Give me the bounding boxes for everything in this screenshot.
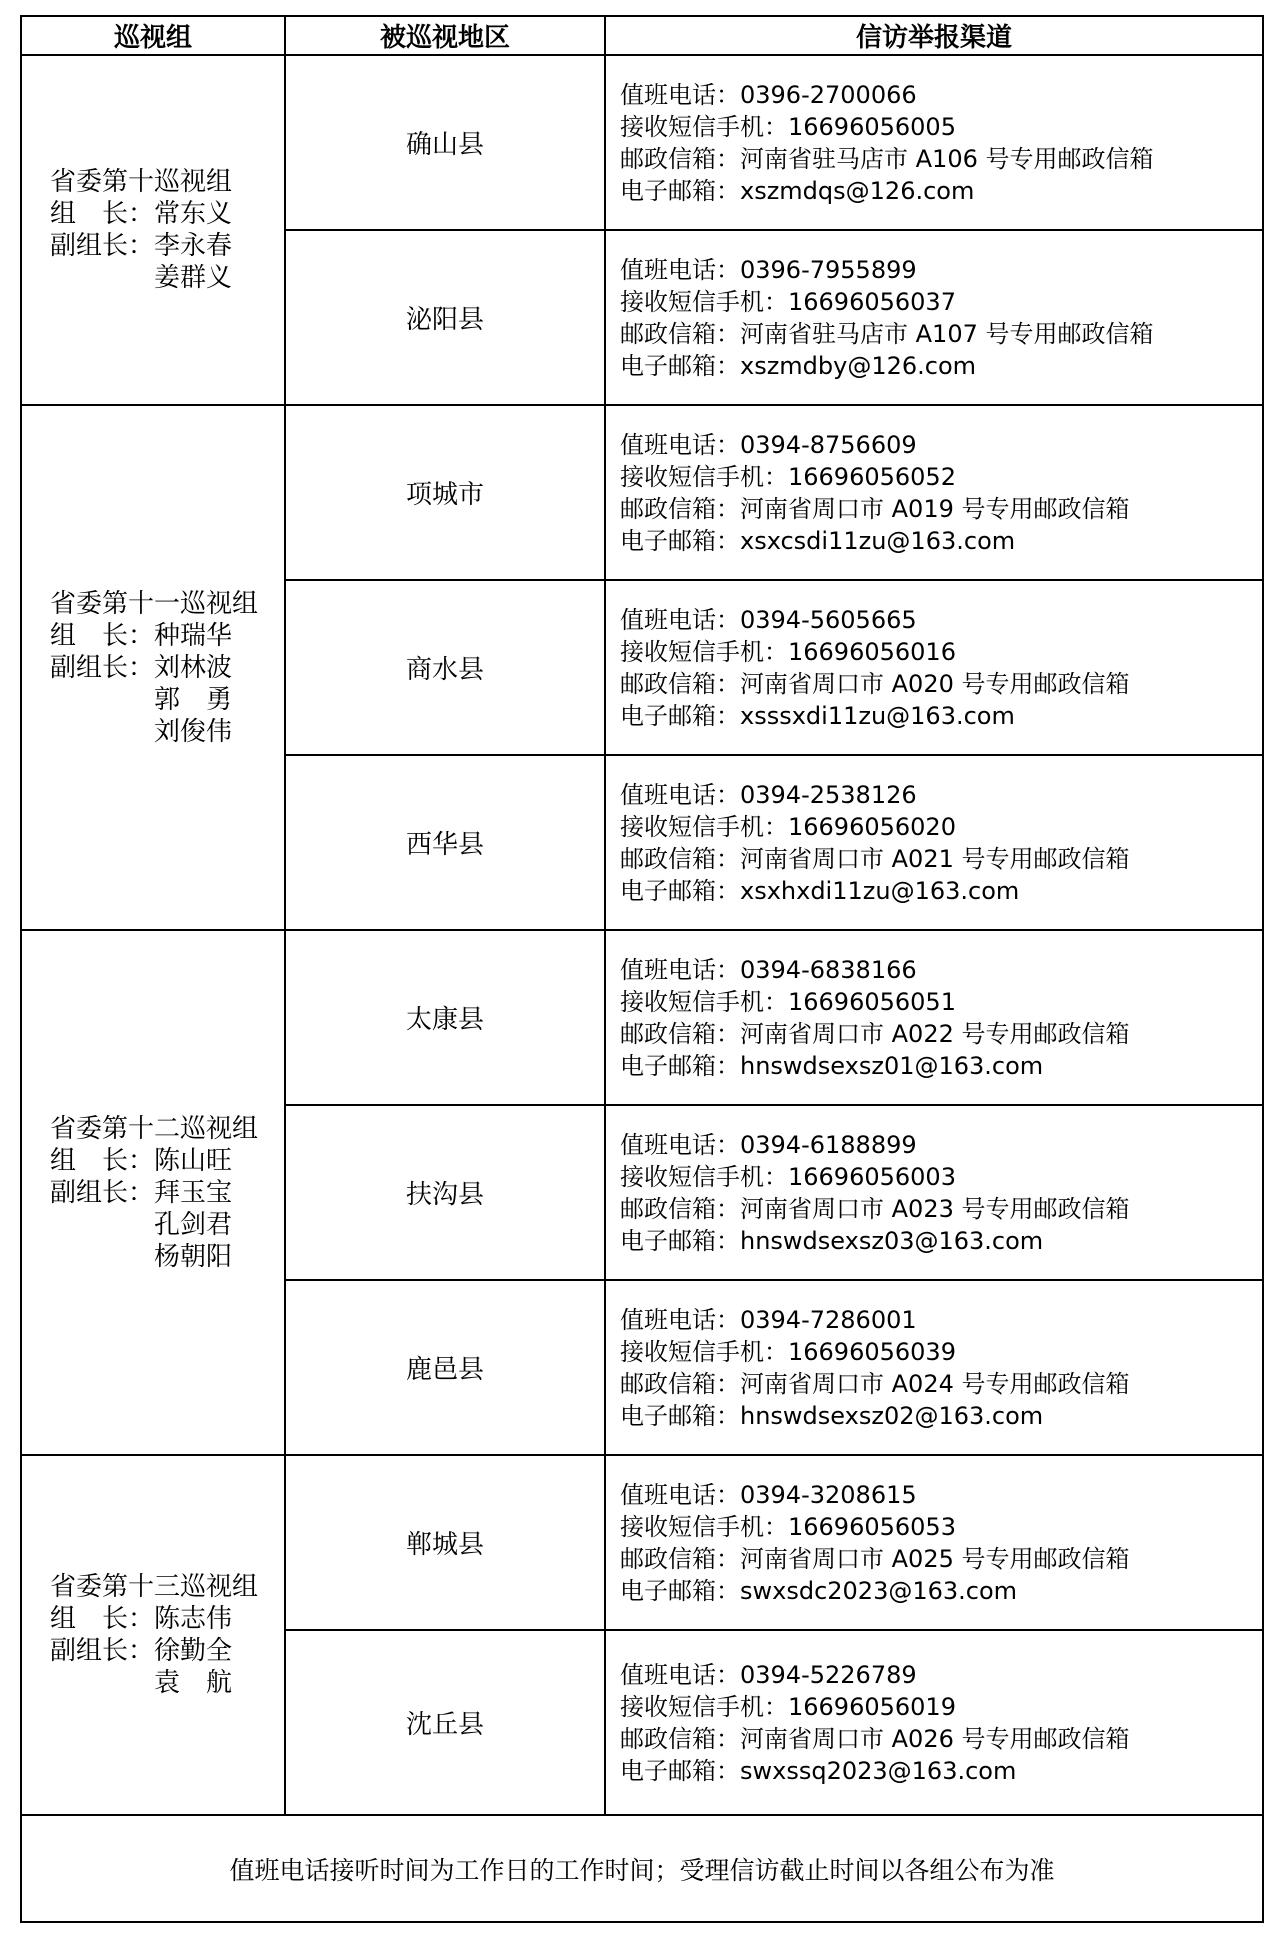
region-name: 确山县 [285,55,605,230]
postal-box: 邮政信箱：河南省周口市 A024 号专用邮政信箱 [620,1369,1130,1398]
sms-phone: 接收短信手机：16696056053 [620,1512,956,1541]
postal-box: 邮政信箱：河南省周口市 A022 号专用邮政信箱 [620,1019,1130,1048]
group-deputy: 副组长：刘林波 [50,652,233,683]
email-address: 电子邮箱：hnswdsexsz03@163.com [620,1226,1044,1255]
contact-cell [605,405,1263,580]
region-name: 项城市 [285,405,605,580]
contact-cell [605,55,1263,230]
header-channel: 信访举报渠道 [605,16,1263,55]
sms-phone: 接收短信手机：16696056005 [620,112,956,141]
header-group: 巡视组 [21,16,285,55]
group-cell [21,1455,285,1815]
group-deputy-extra: 郭 勇 [50,684,233,715]
duty-phone: 值班电话：0394-6188899 [620,1130,917,1159]
sms-phone: 接收短信手机：16696056003 [620,1162,956,1191]
group-name: 省委第十巡视组 [50,167,233,197]
header-row [21,16,1263,55]
region-name: 商水县 [285,580,605,755]
duty-phone: 值班电话：0396-2700066 [620,80,917,109]
contact-cell [605,230,1263,405]
group-name: 省委第十三巡视组 [50,1572,259,1602]
email-address: 电子邮箱：hnswdsexsz01@163.com [620,1051,1044,1080]
footer-row [21,1815,1263,1922]
region-name: 扶沟县 [285,1105,605,1280]
email-address: 电子邮箱：xszmdqs@126.com [620,176,975,205]
region-name: 沈丘县 [285,1630,605,1815]
group-name: 省委第十一巡视组 [50,588,259,619]
region-name: 郸城县 [285,1455,605,1630]
postal-box: 邮政信箱：河南省驻马店市 A106 号专用邮政信箱 [620,144,1154,173]
inspection-contact-table-page [20,15,1262,1938]
contact-cell [605,580,1263,755]
email-address: 电子邮箱：xszmdby@126.com [620,351,977,380]
group-deputy: 副组长：拜玉宝 [50,1177,233,1208]
contact-cell [605,930,1263,1105]
sms-phone: 接收短信手机：16696056019 [620,1692,956,1721]
duty-phone: 值班电话：0394-5226789 [620,1660,917,1689]
group-leader: 组 长：常东义 [50,199,233,229]
email-address: 电子邮箱：swxsdc2023@163.com [620,1576,1018,1605]
sms-phone: 接收短信手机：16696056037 [620,287,956,316]
email-address: 电子邮箱：xsxhxdi11zu@163.com [620,876,1020,905]
group-deputy: 副组长：李永春 [50,231,233,261]
postal-box: 邮政信箱：河南省周口市 A026 号专用邮政信箱 [620,1724,1130,1753]
contact-cell [605,1630,1263,1815]
group-leader: 组 长：种瑞华 [50,620,233,651]
email-address: 电子邮箱：hnswdsexsz02@163.com [620,1401,1044,1430]
header-region: 被巡视地区 [285,16,605,55]
region-name: 太康县 [285,930,605,1105]
group-leader: 组 长：陈志伟 [50,1604,233,1634]
region-name: 鹿邑县 [285,1280,605,1455]
sms-phone: 接收短信手机：16696056039 [620,1337,956,1366]
postal-box: 邮政信箱：河南省周口市 A021 号专用邮政信箱 [620,844,1130,873]
postal-box: 邮政信箱：河南省周口市 A019 号专用邮政信箱 [620,494,1130,523]
duty-phone: 值班电话：0394-6838166 [620,955,917,984]
sms-phone: 接收短信手机：16696056051 [620,987,956,1016]
email-address: 电子邮箱：swxssq2023@163.com [620,1756,1017,1785]
duty-phone: 值班电话：0394-3208615 [620,1480,917,1509]
contact-cell [605,1105,1263,1280]
email-address: 电子邮箱：xsxcsdi11zu@163.com [620,526,1016,555]
table-row [21,405,1263,580]
group-name: 省委第十二巡视组 [50,1113,259,1144]
footer-note: 值班电话接听时间为工作日的工作时间；受理信访截止时间以各组公布为准 [21,1815,1263,1922]
inspection-contact-table [20,15,1264,1923]
table-row [21,55,1263,230]
group-deputy-extra: 杨朝阳 [50,1241,233,1272]
sms-phone: 接收短信手机：16696056052 [620,462,956,491]
contact-cell [605,755,1263,930]
region-name: 泌阳县 [285,230,605,405]
duty-phone: 值班电话：0394-2538126 [620,780,917,809]
group-deputy-extra: 刘俊伟 [50,716,233,747]
table-row [21,1455,1263,1630]
postal-box: 邮政信箱：河南省周口市 A023 号专用邮政信箱 [620,1194,1130,1223]
group-deputy: 副组长：徐勤全 [50,1636,233,1666]
group-cell [21,55,285,405]
group-deputy-extra: 孔剑君 [50,1209,233,1240]
group-cell [21,930,285,1455]
email-address: 电子邮箱：xsssxdi11zu@163.com [620,701,1015,730]
postal-box: 邮政信箱：河南省周口市 A025 号专用邮政信箱 [620,1544,1130,1573]
duty-phone: 值班电话：0394-7286001 [620,1305,917,1334]
duty-phone: 值班电话：0394-8756609 [620,430,917,459]
sms-phone: 接收短信手机：16696056016 [620,637,956,666]
group-cell [21,405,285,930]
group-deputy-extra: 袁 航 [50,1668,233,1698]
postal-box: 邮政信箱：河南省驻马店市 A107 号专用邮政信箱 [620,319,1154,348]
sms-phone: 接收短信手机：16696056020 [620,812,956,841]
duty-phone: 值班电话：0394-5605665 [620,605,917,634]
group-leader: 组 长：陈山旺 [50,1145,233,1176]
contact-cell [605,1280,1263,1455]
group-deputy-extra: 姜群义 [50,263,233,293]
region-name: 西华县 [285,755,605,930]
postal-box: 邮政信箱：河南省周口市 A020 号专用邮政信箱 [620,669,1130,698]
table-row [21,930,1263,1105]
duty-phone: 值班电话：0396-7955899 [620,255,917,284]
contact-cell [605,1455,1263,1630]
